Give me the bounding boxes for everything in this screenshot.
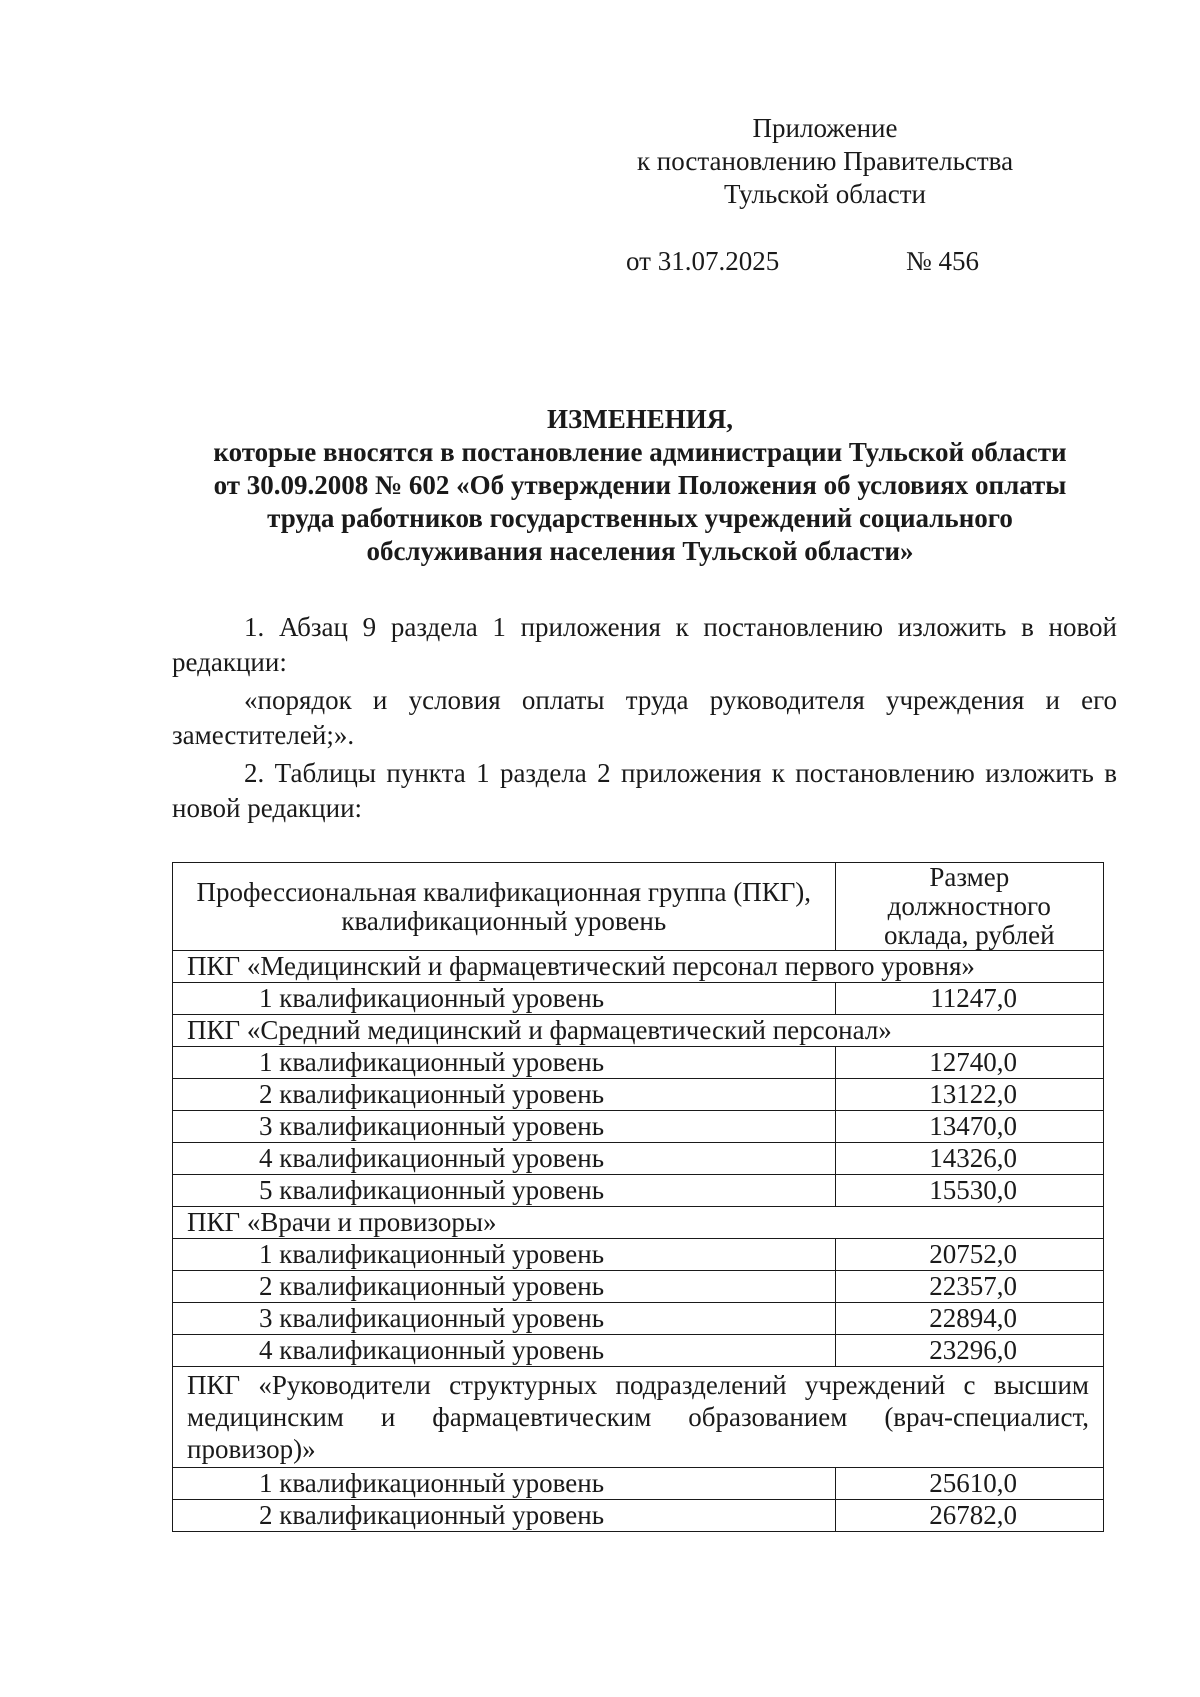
table-row [173,1175,1104,1207]
title-line-5: обслуживания населения Тульской области» [366,536,914,566]
header-salary: Размер должностного оклада, рублей [835,863,1103,951]
group-name: ПКГ «Медицинский и фармацевтический персонал первого уровня» [173,951,1104,983]
table-header-row [173,863,1104,951]
level-salary: 13470,0 [835,1111,1103,1143]
title-line-4: труда работников государственных учреждений социального [267,503,1013,533]
group-name: ПКГ «Врачи и провизоры» [173,1207,1104,1239]
paragraph-2: «порядок и условия оплаты труда руководителя учреждения и его заместителей;». [172,685,1117,750]
level-label: 2 квалификационный уровень [173,1079,836,1111]
level-salary: 26782,0 [835,1500,1103,1532]
title-line-3: от 30.09.2008 № 602 «Об утверждении Положения об условиях оплаты [213,470,1067,500]
level-salary: 13122,0 [835,1079,1103,1111]
level-salary: 22357,0 [835,1271,1103,1303]
table-row [173,1239,1104,1271]
appendix-reference: к постановлению Правительства [636,146,1014,176]
level-label: 1 квалификационный уровень [173,1468,836,1500]
table-row [173,1079,1104,1111]
table-group-row [173,1207,1104,1239]
table-group-row [173,1367,1104,1468]
title-line-2: которые вносятся в постановление администрации Тульской области [213,437,1067,467]
appendix-region: Тульской области [724,179,926,209]
document-date: от 31.07.2025 [626,246,780,276]
table-group-row [173,1015,1104,1047]
appendix-title: Приложение [752,113,898,143]
level-label: 2 квалификационный уровень [173,1500,836,1532]
level-salary: 11247,0 [835,983,1103,1015]
document-body [172,610,1117,826]
table-row [173,1500,1104,1532]
header-qualification-group: Профессиональная квалификационная группа (ПКГ), квалификационный уровень [173,863,836,951]
level-salary: 22894,0 [835,1303,1103,1335]
level-label: 1 квалификационный уровень [173,1047,836,1079]
table-row [173,1111,1104,1143]
table-row [173,1143,1104,1175]
level-label: 3 квалификационный уровень [173,1303,836,1335]
level-salary: 15530,0 [835,1175,1103,1207]
table-group-row [173,951,1104,983]
appendix-header [590,112,1060,211]
document-title [170,403,1110,568]
table-row [173,983,1104,1015]
level-label: 4 квалификационный уровень [173,1143,836,1175]
table-row [173,1468,1104,1500]
table-row [173,1271,1104,1303]
level-salary: 12740,0 [835,1047,1103,1079]
document-number: № 456 [906,246,980,276]
group-name: ПКГ «Руководители структурных подразделений учреждений с высшим медицинским и фармацевтическим образованием (врач-специалист, провизор)» [173,1367,1104,1468]
level-salary: 20752,0 [835,1239,1103,1271]
level-label: 3 квалификационный уровень [173,1111,836,1143]
level-label: 5 квалификационный уровень [173,1175,836,1207]
level-salary: 25610,0 [835,1468,1103,1500]
paragraph-1: 1. Абзац 9 раздела 1 приложения к постановлению изложить в новой редакции: [172,612,1117,677]
level-salary: 23296,0 [835,1335,1103,1367]
level-label: 1 квалификационный уровень [173,1239,836,1271]
level-label: 4 квалификационный уровень [173,1335,836,1367]
table-row [173,1047,1104,1079]
paragraph-3: 2. Таблицы пункта 1 раздела 2 приложения к постановлению изложить в новой редакции: [172,758,1117,823]
table-row [173,1303,1104,1335]
level-salary: 14326,0 [835,1143,1103,1175]
level-label: 1 квалификационный уровень [173,983,836,1015]
group-name: ПКГ «Средний медицинский и фармацевтический персонал» [173,1015,1104,1047]
title-line-1: ИЗМЕНЕНИЯ, [546,404,733,434]
salary-table [172,862,1104,1532]
level-label: 2 квалификационный уровень [173,1271,836,1303]
table-row [173,1335,1104,1367]
